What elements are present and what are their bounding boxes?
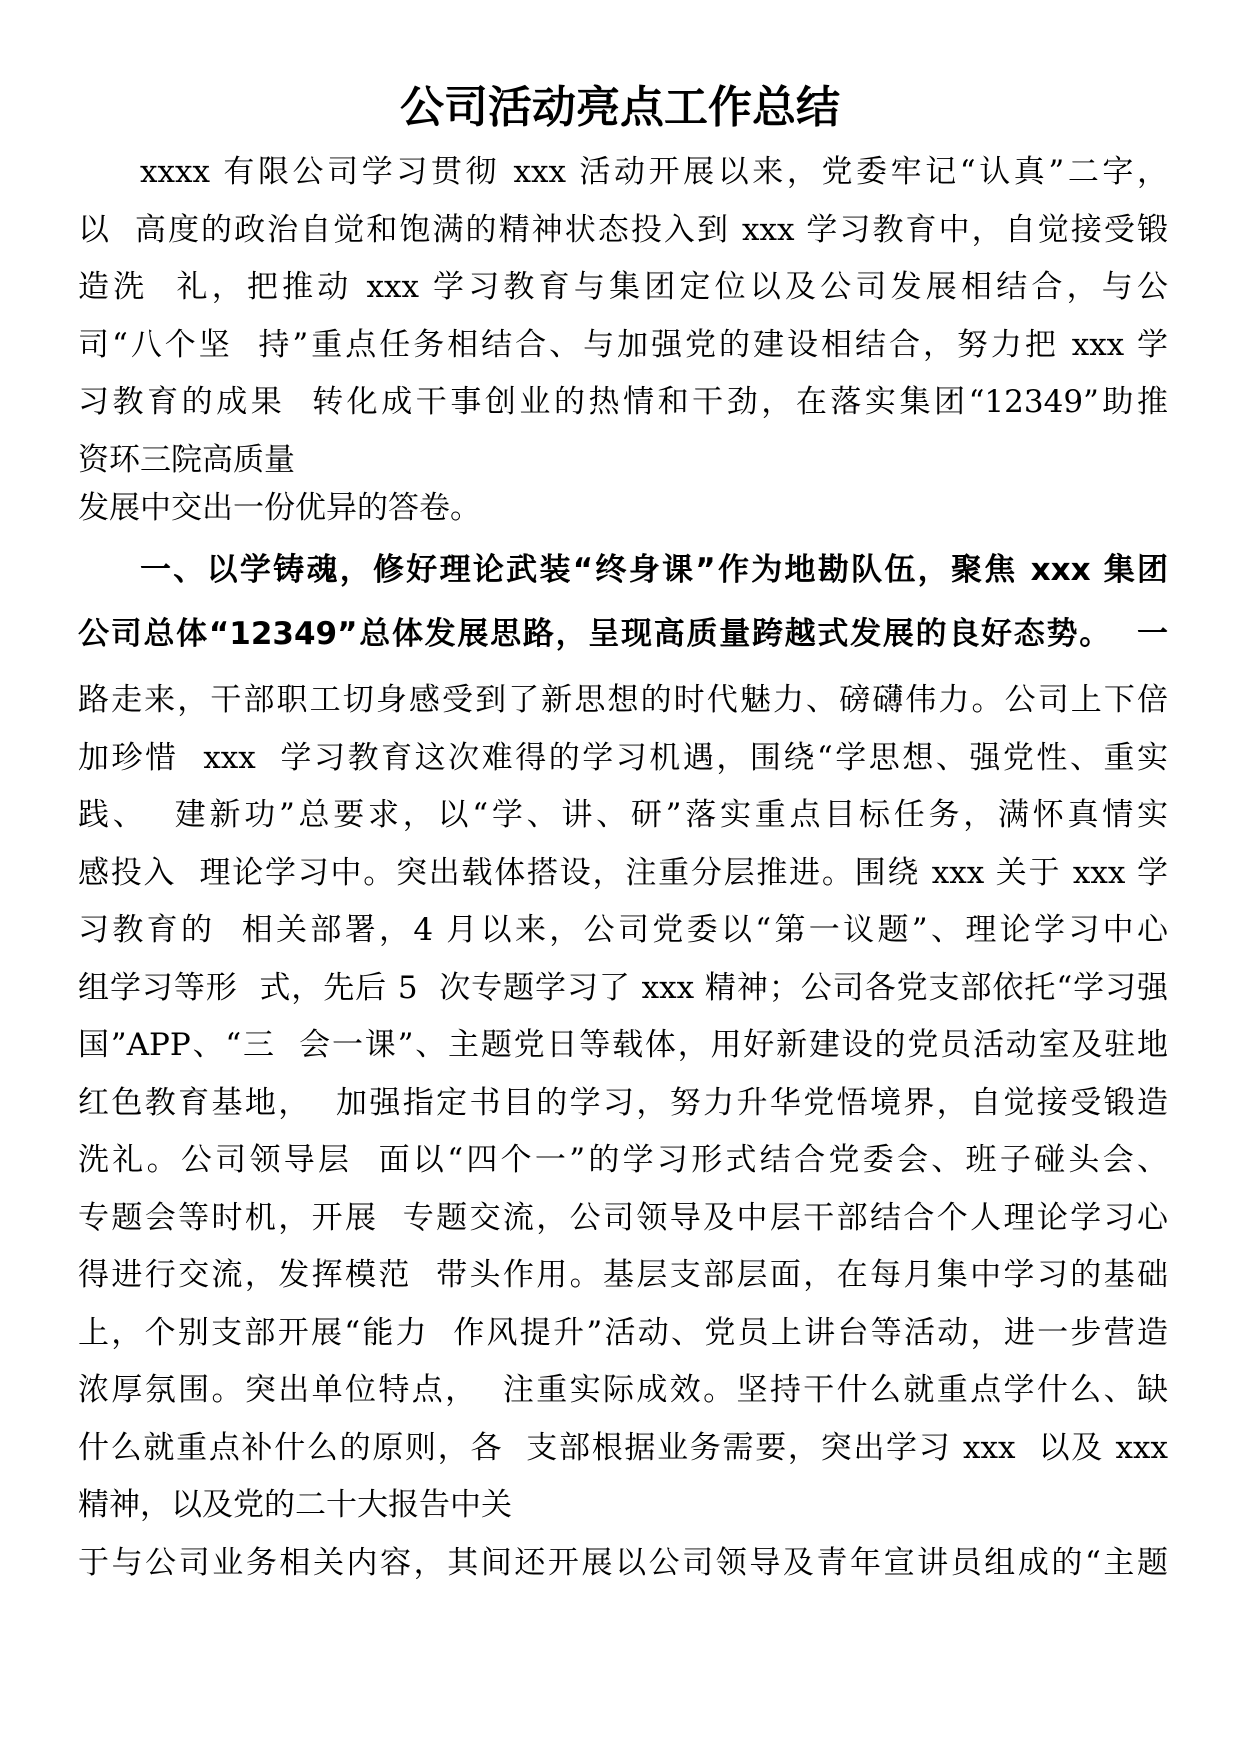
paragraph-2-line-1: 路走来，干部职工切身感受到了新思想的时代魅力、磅礴伟力。公司上下倍 [78, 682, 1168, 718]
paragraph-1-line-2: 以 高度的政治自觉和饱满的精神状态投入到 xxx 学习教育中，自觉接受锻 [78, 212, 1168, 248]
paragraph-2-line-13: 浓厚氛围。突出单位特点， 注重实际成效。坚持干什么就重点学什么、缺 [78, 1372, 1168, 1408]
paragraph-2-line-10: 专题会等时机，开展 专题交流，公司领导及中层干部结合个人理论学习心 [78, 1200, 1168, 1236]
paragraph-1-line-6: 资环三院高质量 [78, 442, 295, 478]
paragraph-2-line-8: 红色教育基地， 加强指定书目的学习，努力升华党悟境界，自觉接受锻造 [78, 1085, 1168, 1121]
paragraph-1-line-4: 司“八个坚 持”重点任务相结合、与加强党的建设相结合，努力把 xxx 学 [78, 327, 1168, 363]
paragraph-2-line-15: 精神，以及党的二十大报告中关 [78, 1487, 512, 1523]
paragraph-2-line-7: 国”APP、“三 会一课”、主题党日等载体，用好新建设的党员活动室及驻地 [78, 1027, 1168, 1063]
paragraph-1-line-7: 发展中交出一份优异的答卷。 [78, 490, 481, 526]
paragraph-2-line-6: 组学习等形 式，先后 5 次专题学习了 xxx 精神；公司各党支部依托“学习强 [78, 970, 1168, 1006]
page-title: 公司活动亮点工作总结 [400, 82, 840, 133]
paragraph-1-line-1: xxxx 有限公司学习贯彻 xxx 活动开展以来，党委牢记“认真”二字， [140, 154, 1168, 190]
section-heading-line-2: 公司总体“12349”总体发展思路，呈现高质量跨越式发展的良好态势。 一 [78, 616, 1168, 652]
paragraph-1-line-3: 造洗 礼，把推动 xxx 学习教育与集团定位以及公司发展相结合，与公 [78, 269, 1168, 305]
section-heading-line-1: 一、以学铸魂，修好理论武装“终身课”作为地勘队伍，聚焦 xxx 集团 [140, 552, 1168, 588]
paragraph-2-line-16: 于与公司业务相关内容，其间还开展以公司领导及青年宣讲员组成的“主题 [78, 1545, 1168, 1581]
paragraph-2-line-3: 践、 建新功”总要求，以“学、讲、研”落实重点目标任务，满怀真情实 [78, 797, 1168, 833]
paragraph-2-line-12: 上，个别支部开展“能力 作风提升”活动、党员上讲台等活动，进一步营造 [78, 1315, 1168, 1351]
paragraph-2-line-5: 习教育的 相关部署，4 月以来，公司党委以“第一议题”、理论学习中心 [78, 912, 1168, 948]
paragraph-2-line-9: 洗礼。公司领导层 面以“四个一”的学习形式结合党委会、班子碰头会、 [78, 1142, 1168, 1178]
paragraph-2-line-2: 加珍惜 xxx 学习教育这次难得的学习机遇，围绕“学思想、强党性、重实 [78, 740, 1168, 776]
paragraph-1-line-5: 习教育的成果 转化成干事创业的热情和干劲，在落实集团“12349”助推 [78, 384, 1168, 420]
paragraph-2-line-11: 得进行交流，发挥模范 带头作用。基层支部层面，在每月集中学习的基础 [78, 1257, 1168, 1293]
paragraph-2-line-14: 什么就重点补什么的原则，各 支部根据业务需要，突出学习 xxx 以及 xxx [78, 1430, 1168, 1466]
paragraph-2-line-4: 感投入 理论学习中。突出载体搭设，注重分层推进。围绕 xxx 关于 xxx 学 [78, 855, 1168, 891]
